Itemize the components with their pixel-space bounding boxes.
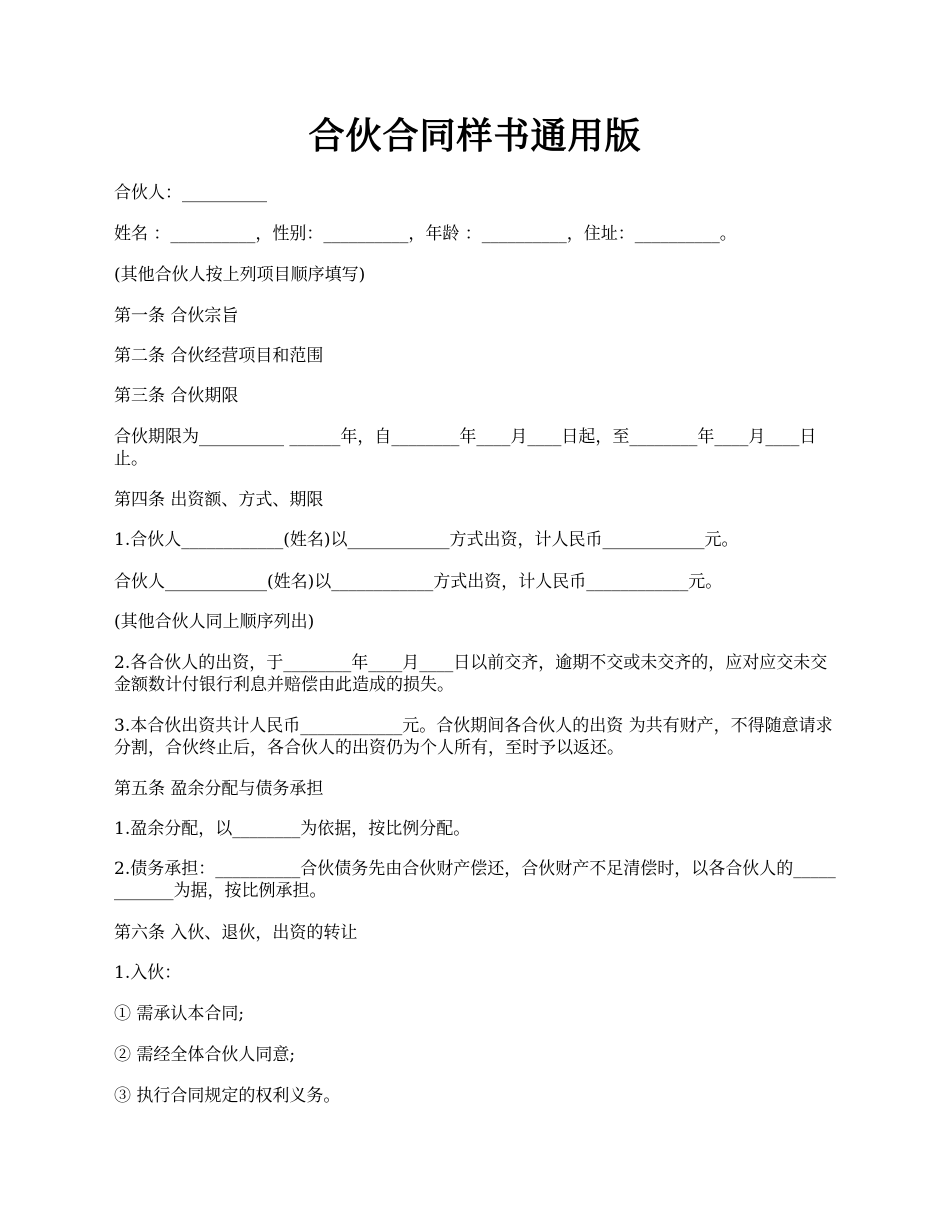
- other-partners-list-note: (其他合伙人同上顺序列出): [114, 612, 315, 632]
- contribution-item-1: 1.合伙人____________(姓名)以____________方式出资，计人民币____________元。: [114, 530, 739, 550]
- article-5-heading: 第五条 盈余分配与债务承担: [114, 779, 324, 799]
- article-3-heading: 第三条 合伙期限: [114, 386, 239, 406]
- contribution-item-1b: 合伙人____________(姓名)以____________方式出资，计人民币____________元。: [114, 572, 723, 592]
- contribution-item-3: 3.本合伙出资共计人民币____________元。合伙期间各合伙人的出资 为共有财产，不得随意请求分割，合伙终止后，各合伙人的出资仍为个人所有，至时予以返还。: [114, 716, 833, 758]
- debt-bearing-item: 2.债务承担：__________合伙债务先由合伙财产偿还，合伙财产不足清偿时，以各合伙人的____________为据，按比例承担。: [114, 859, 836, 901]
- article-1-heading: 第一条 合伙宗旨: [114, 306, 239, 326]
- profit-distribution-item: 1.盈余分配，以________为依据，按比例分配。: [114, 819, 471, 839]
- article-4-heading: 第四条 出资额、方式、期限: [114, 490, 324, 510]
- partner-info-line: 姓名 ：__________，性别：__________，年龄 ：__________，住址：__________。: [114, 224, 737, 244]
- joining-condition-3: ③ 执行合同规定的权利义务。: [114, 1086, 341, 1106]
- document-title: 合伙合同样书通用版: [308, 115, 642, 157]
- article-2-heading: 第二条 合伙经营项目和范围: [114, 346, 324, 366]
- other-partners-note: (其他合伙人按上列项目顺序填写): [114, 265, 366, 285]
- joining-condition-2: ② 需经全体合伙人同意;: [114, 1045, 296, 1065]
- term-paragraph: 合伙期限为__________ ______年，自________年____月____日起，至________年____月____日止。: [114, 427, 817, 469]
- joining-heading: 1.入伙：: [114, 963, 182, 983]
- joining-condition-1: ① 需承认本合同;: [114, 1004, 245, 1024]
- article-6-heading: 第六条 入伙、退伙，出资的转让: [114, 923, 358, 943]
- partner-line: 合伙人：__________: [114, 183, 267, 203]
- contribution-item-2: 2.各合伙人的出资，于________年____月____日以前交齐，逾期不交或未交齐的，应对应交未交金额数计付银行利息并赔偿由此造成的损失。: [114, 653, 828, 695]
